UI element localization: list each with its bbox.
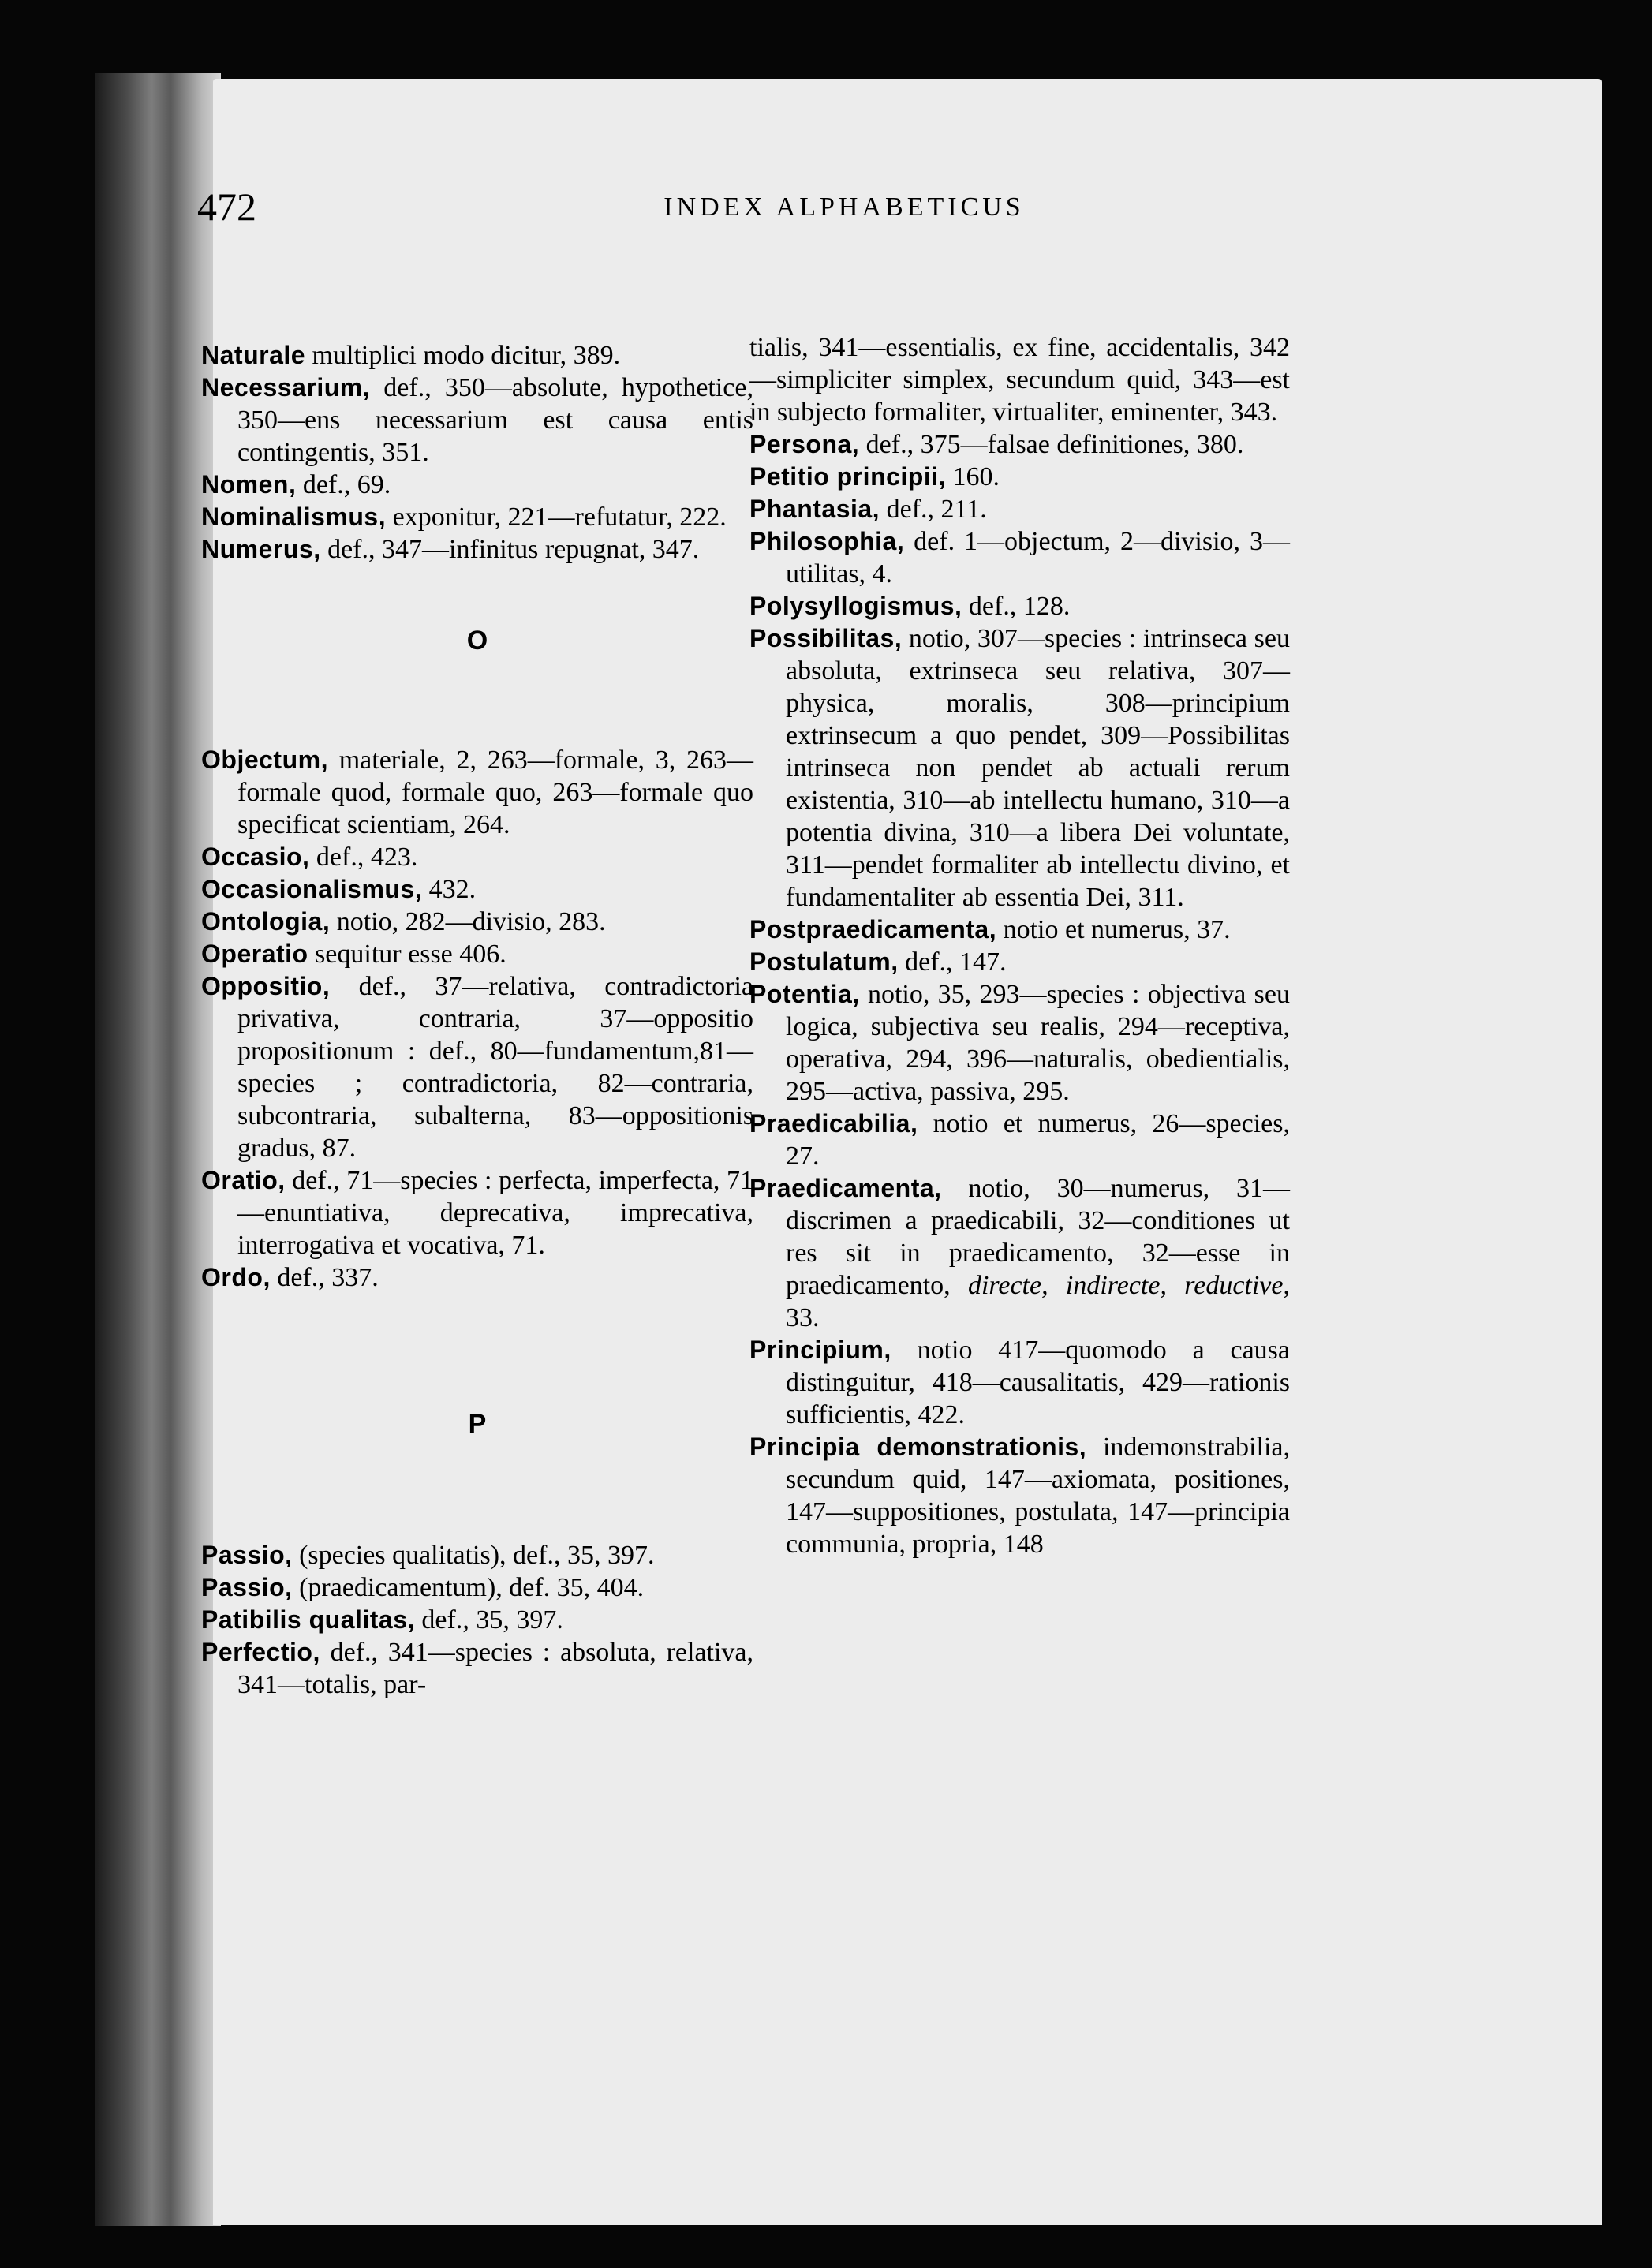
- index-entry: Polysyllogismus, def., 128.: [749, 592, 1071, 621]
- index-entry: Naturale multiplici modo dicitur, 389.: [201, 341, 621, 370]
- section-letter-o: O: [466, 626, 488, 656]
- index-entry: Ordo, def., 337.: [201, 1263, 379, 1292]
- section-letter-p: P: [468, 1409, 487, 1439]
- index-entry: Occasionalismus, 432.: [201, 875, 477, 904]
- index-entry: Passio, (species qualitatis), def., 35, 397.: [201, 1541, 655, 1570]
- index-entry: Objectum, materiale, 2, 263—formale, 3, 263—formale quod, formale quo, 263—formale quo specificat scientiam, 264.: [201, 745, 753, 839]
- index-entry: Numerus, def., 347—infinitus repugnat, 347.: [201, 535, 700, 564]
- index-entry: Passio, (praedicamentum), def. 35, 404.: [201, 1573, 645, 1602]
- index-entry: Principium, notio 417—quomodo a causa distinguitur, 418—causalitatis, 429—rationis sufficientis, 422.: [749, 1336, 1290, 1429]
- index-entry: Patibilis qualitas, def., 35, 397.: [201, 1605, 563, 1635]
- index-entry: Persona, def., 375—falsae definitiones, 380.: [749, 430, 1244, 459]
- index-entry: Nominalismus, exponitur, 221—refutatur, 222.: [201, 503, 727, 532]
- index-entry: Nomen, def., 69.: [201, 470, 391, 499]
- index-entry: Postpraedicamenta, notio et numerus, 37.: [749, 915, 1231, 944]
- index-entry: Petitio principii, 160.: [749, 462, 1000, 491]
- index-column-right: [749, 331, 1290, 1560]
- index-entry: Oppositio, def., 37—relativa, contradictoria privativa, contraria, 37—oppositio propositionum : def., 80—fundamentum,81—species ; contradictoria, 82—contraria, subcontraria, subalterna, 83—oppositionis gradus, 87.: [201, 972, 753, 1163]
- index-entry: Phantasia, def., 211.: [749, 495, 987, 524]
- running-title: INDEX ALPHABETICUS: [663, 192, 1025, 222]
- index-entry: Occasio, def., 423.: [201, 843, 418, 872]
- index-entry: Operatio sequitur esse 406.: [201, 940, 506, 969]
- index-entry: Potentia, notio, 35, 293—species : objectiva seu logica, subjectiva seu realis, 294—receptiva, operativa, 294, 396—naturalis, obedientialis, 295—activa, passiva, 295.: [749, 980, 1290, 1106]
- index-entry-continued: tialis, 341—essentialis, ex fine, accidentalis, 342—simpliciter simplex, secundum quid, 343—est in subjecto formaliter, virtualiter, eminenter, 343.: [749, 333, 1290, 427]
- index-entry: Possibilitas, notio, 307—species : intrinseca seu absoluta, extrinseca seu relativa, 307—physica, moralis, 308—principium extrinsecum a quo pendet, 309—Possibilitas intrinseca non pendet ab actuali rerum existentia, 310—ab intellectu humano, 310—a potentia divina, 310—a libera Dei voluntate, 311—pendet formaliter ab intellectu divino, et fundamentaliter ab essentia Dei, 311.: [749, 624, 1290, 912]
- index-entry: Praedicabilia, notio et numerus, 26—species, 27.: [749, 1109, 1290, 1171]
- index-entry: Ontologia, notio, 282—divisio, 283.: [201, 907, 606, 936]
- index-entry: Necessarium, def., 350—absolute, hypothetice, 350—ens necessarium est causa entis contingentis, 351.: [201, 373, 753, 467]
- index-entry: Oratio, def., 71—species : perfecta, imperfecta, 71—enuntiativa, deprecativa, imprecativa, interrogativa et vocativa, 71.: [201, 1166, 753, 1260]
- page-number: 472: [197, 185, 256, 229]
- index-entry: Perfectio, def., 341—species : absoluta, relativa, 341—totalis, par-: [201, 1638, 753, 1699]
- index-entry: Principia demonstrationis, indemonstrabilia, secundum quid, 147—axiomata, positiones, 147—suppositiones, postulata, 147—principia communia, propria, 148: [749, 1433, 1290, 1559]
- index-entry: Praedicamenta, notio, 30—numerus, 31—discrimen a praedicabili, 32—conditiones ut res sit in praedicamento, 32—esse in praedicamento, directe, indirecte, reductive, 33.: [749, 1174, 1290, 1332]
- index-column-left: [201, 339, 753, 1701]
- index-entry: Postulatum, def., 147.: [749, 947, 1007, 977]
- index-entry: Philosophia, def. 1—objectum, 2—divisio, 3—utilitas, 4.: [749, 527, 1290, 588]
